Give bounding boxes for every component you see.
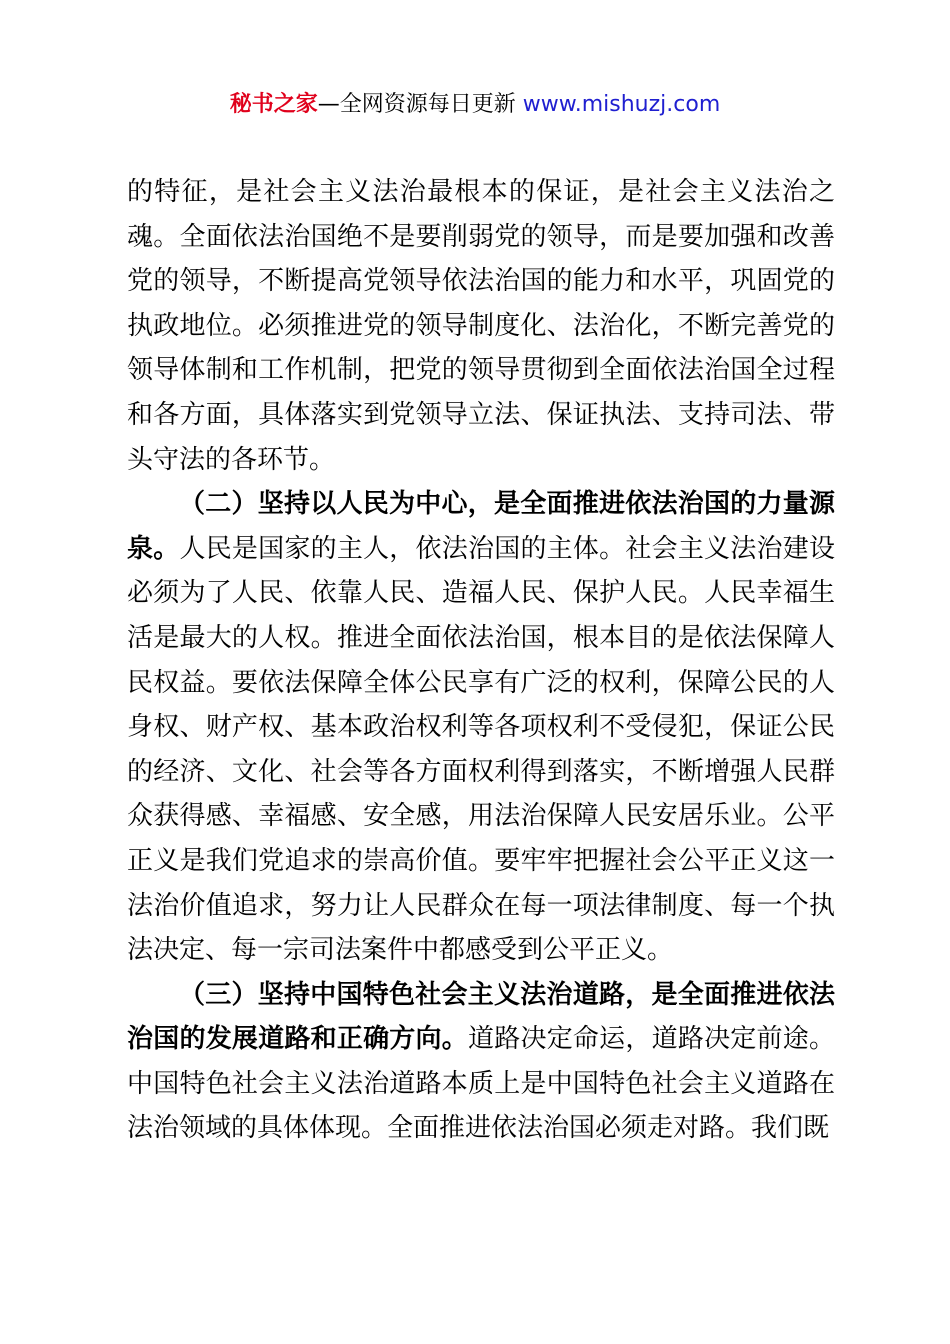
- header-tagline: —全网资源每日更新: [317, 92, 523, 117]
- paragraph-1-text: 的特征，是社会主义法治最根本的保证，是社会主义法治之魂。全面依法治国绝不是要削弱党的领导，而是要加强和改善党的领导，不断提高党领导依法治国的能力和水平，巩固党的执政地位。必须推进党的领导制度化、法治化，不断完善党的领导体制和工作机制，把党的领导贯彻到全面依法治国全过程和各方面，具体落实到党领导立法、保证执法、支持司法、带头守法的各环节。: [127, 177, 835, 475]
- paragraph-1: [127, 170, 835, 482]
- paragraph-2: [127, 482, 835, 973]
- website-url[interactable]: www.mishuzj.com: [522, 92, 721, 117]
- brand-name: 秘书之家: [229, 92, 318, 117]
- paragraph-2-text: 人民是国家的主人，依法治国的主体。社会主义法治建设必须为了人民、依靠人民、造福人民、保护人民。人民幸福生活是最大的人权。推进全面依法治国，根本目的是依法保障人民权益。要依法保障全体公民享有广泛的权利，保障公民的人身权、财产权、基本政治权利等各项权利不受侵犯，保证公民的经济、文化、社会等各方面权利得到落实，不断增强人民群众获得感、幸福感、安全感，用法治保障人民安居乐业。公平正义是我们党追求的崇高价值。要牢牢把握社会公平正义这一法治价值追求，努力让人民群众在每一项法律制度、每一个执法决定、每一宗司法案件中都感受到公平正义。: [127, 533, 835, 966]
- section-2-heading: （二）坚持以人民为中心，是全面推进依法治国的力量源泉。: [127, 489, 835, 564]
- paragraph-3: [127, 973, 835, 1151]
- page-header: [0, 88, 950, 122]
- paragraph-3-text: 道路决定命运，道路决定前途。中国特色社会主义法治道路本质上是中国特色社会主义道路在法治领域的具体体现。全面推进依法治国必须走对路。我们既: [127, 1024, 835, 1144]
- section-3-heading: （三）坚持中国特色社会主义法治道路，是全面推进依法治国的发展道路和正确方向。: [127, 979, 835, 1055]
- document-body: [127, 170, 835, 1151]
